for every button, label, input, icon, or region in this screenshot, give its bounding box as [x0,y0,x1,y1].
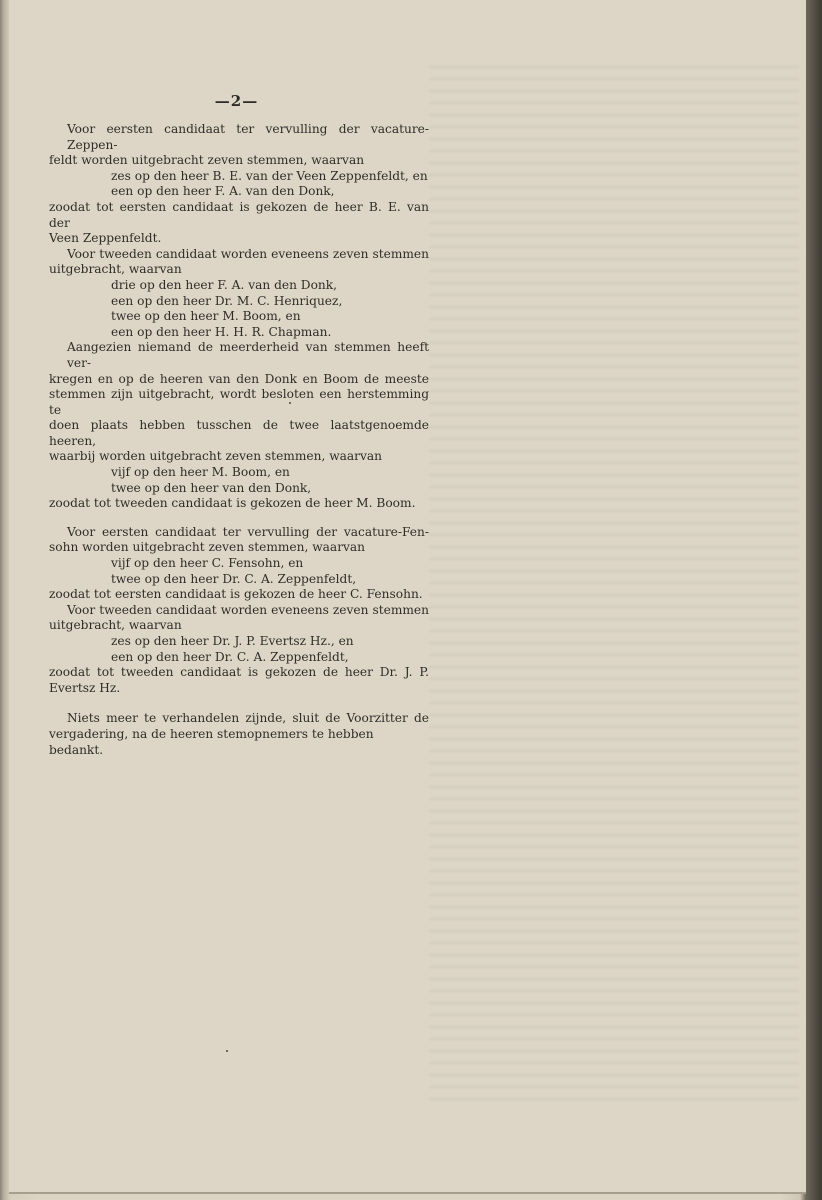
ink-speck [226,1050,228,1052]
text-line: drie op den heer F. A. van den Donk, [111,277,338,292]
text-line: Aangezien niemand de meerderheid van stemmen heeft ver- [67,340,429,370]
paragraph-gap [49,696,429,711]
text-line: zoodat tot tweeden candidaat is gekozen de heer M. Boom. [49,496,416,511]
document-page [9,0,806,1194]
text-line: zoodat tot tweeden candidaat is gekozen de heer Dr. J. P. [49,665,429,680]
minutes-text [49,122,429,758]
text-line: feldt worden uitgebracht zeven stemmen, waarvan [49,153,365,168]
text-line: twee op den heer van den Donk, [111,480,312,495]
text-line: Veen Zeppenfeldt. [49,231,162,246]
text-line: kregen en op de heeren van den Donk en Boom de meeste [49,371,429,386]
text-line: Voor eersten candidaat ter vervulling der vacature-Fen- [67,524,429,539]
text-line: zes op den heer B. E. van der Veen Zeppenfeldt, en [111,168,428,183]
ink-speck [289,402,291,404]
text-line: zoodat tot eersten candidaat is gekozen de heer B. E. van der [49,199,429,230]
text-line: Evertsz Hz. [49,680,121,695]
text-line: stemmen zijn uitgebracht, wordt besloten een herstemming te [49,387,429,417]
text-line: vijf op den heer M. Boom, en [111,465,290,480]
text-line: twee op den heer Dr. C. A. Zeppenfeldt, [111,571,357,586]
text-line: uitgebracht, waarvan [49,618,182,633]
text-line: zes op den heer Dr. J. P. Evertsz Hz., en [111,634,354,648]
text-line: een op den heer Dr. M. C. Henriquez, [111,293,343,308]
paragraph-gap [49,512,429,525]
text-line: twee op den heer M. Boom, en [111,309,301,324]
text-line: een op den heer Dr. C. A. Zeppenfeldt, [111,649,349,664]
text-line: sohn worden uitgebracht zeven stemmen, waarvan [49,540,366,555]
text-line: Voor tweeden candidaat worden eveneens zeven stemmen [67,246,429,261]
text-line: doen plaats hebben tusschen de twee laatstgenoemde heeren, [49,418,429,448]
text-line: een op den heer F. A. van den Donk, [111,184,335,199]
text-line: Voor eersten candidaat ter vervulling der vacature-Zeppen- [67,122,429,152]
text-line: Voor tweeden candidaat worden eveneens zeven stemmen [67,602,429,617]
show-through [429,60,799,1110]
text-line: vijf op den heer C. Fensohn, en [111,556,304,571]
page-number: —2— [214,92,259,110]
text-line: waarbij worden uitgebracht zeven stemmen, waarvan [49,449,383,464]
text-line: een op den heer H. H. R. Chapman. [111,324,332,339]
text-line: Niets meer te verhandelen zijnde, sluit de Voorzitter de [67,711,429,726]
text-line: zoodat tot eersten candidaat is gekozen de heer C. Fensohn. [49,587,423,602]
text-line: vergadering, na de heeren stemopnemers te hebben bedankt. [49,726,374,757]
text-line: uitgebracht, waarvan [49,262,182,277]
